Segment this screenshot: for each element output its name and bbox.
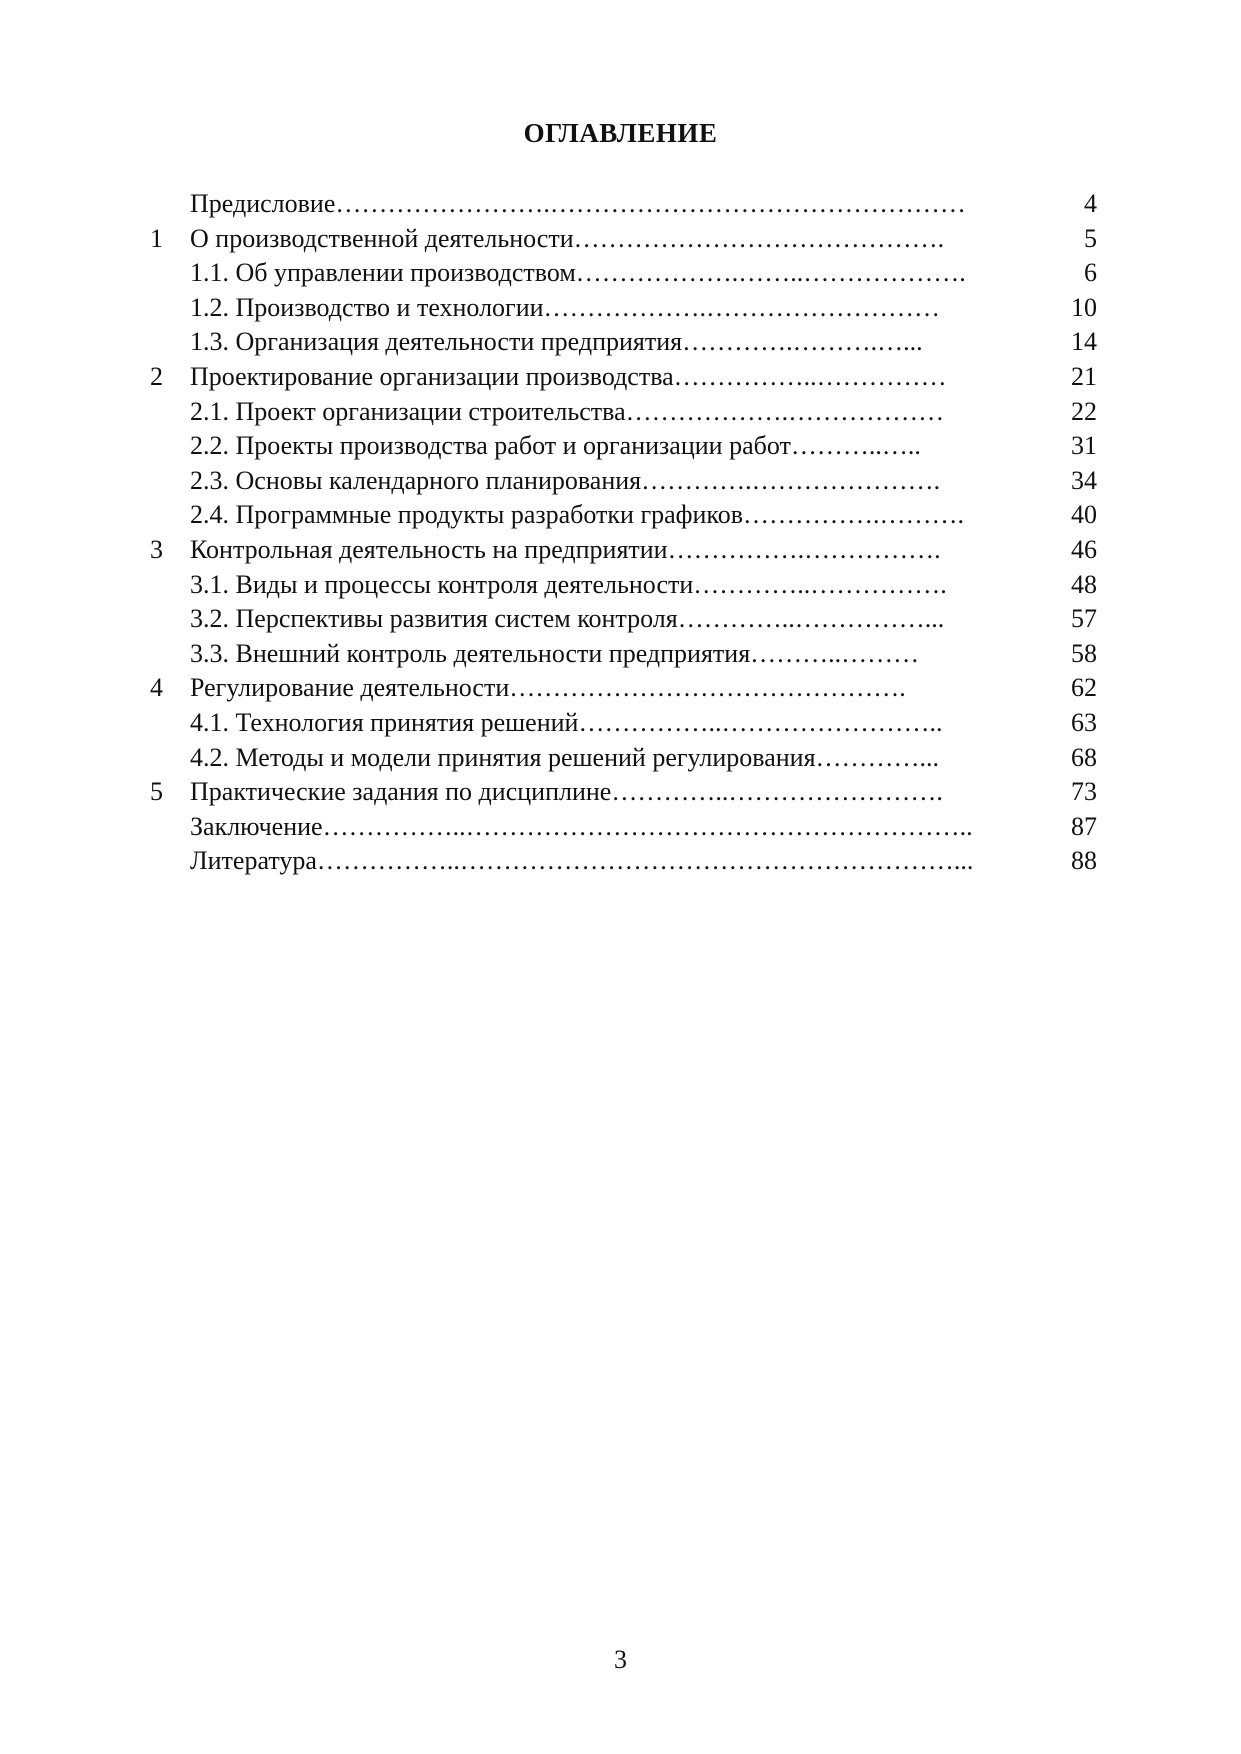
toc-entry[interactable] (0, 670, 1241, 705)
toc-entry-label: 1.1. Об управлении производством……………….……..………………. (190, 258, 966, 288)
toc-entry[interactable] (0, 463, 1241, 498)
toc-entry[interactable] (0, 532, 1241, 567)
toc-entry-page: 48 (1071, 569, 1097, 599)
toc-entry-number: 3 (150, 535, 163, 564)
toc-entry-label: Предисловие…………………….………………………………………… (190, 189, 966, 218)
toc-entry-label: Контрольная деятельность на предприятии…………….……………. (190, 535, 941, 564)
toc-entry[interactable] (0, 705, 1241, 740)
toc-entry-label: О производственной деятельности……………………………………. (190, 223, 945, 253)
toc-entry-page: 73 (1071, 777, 1097, 807)
toc-entry[interactable] (0, 290, 1241, 325)
toc-entry[interactable] (0, 809, 1241, 844)
toc-entry[interactable] (0, 394, 1241, 429)
toc-entry-page: 88 (1071, 846, 1097, 876)
toc-entry-page: 10 (1071, 292, 1097, 322)
toc-entry[interactable] (0, 255, 1241, 290)
toc-entry-page: 46 (1071, 535, 1097, 564)
toc-entry[interactable] (0, 324, 1241, 359)
toc-entry-label: 2.1. Проект организации строительства……………….……………… (190, 396, 945, 426)
toc-entry-label: 3.3. Внешний контроль деятельности предприятия………..……… (190, 638, 920, 668)
toc-entry-page: 5 (1084, 223, 1097, 253)
toc-entry-number: 1 (150, 223, 163, 253)
toc-entry[interactable] (0, 636, 1241, 671)
toc-entry-label: 2.4. Программные продукты разработки графиков…………….………. (190, 500, 965, 530)
toc-entry[interactable] (0, 843, 1241, 878)
toc-entry[interactable] (0, 740, 1241, 775)
toc-entry-label: Заключение……………..………………………………………………….. (190, 811, 973, 841)
toc-entry-page: 62 (1071, 673, 1097, 703)
toc-entry-page: 68 (1071, 742, 1097, 772)
toc-entry-page: 58 (1071, 638, 1097, 668)
page-number: 3 (614, 1645, 627, 1674)
toc-entry-page: 22 (1071, 396, 1097, 426)
toc-entry-page: 4 (1084, 189, 1097, 218)
toc-entry[interactable] (0, 567, 1241, 602)
toc-entry-label: 2.2. Проекты производства работ и организации работ………..….. (190, 431, 921, 461)
toc-entry-label: 4.2. Методы и модели принятия решений регулирования…………... (190, 742, 940, 772)
toc-entry-label: Регулирование деятельности………………………………………. (190, 673, 906, 703)
toc-entry-page: 31 (1071, 431, 1097, 461)
toc-entry[interactable] (0, 359, 1241, 394)
toc-entry-page: 34 (1071, 465, 1097, 495)
toc-entry-page: 6 (1084, 258, 1097, 288)
toc-entry-page: 87 (1071, 811, 1097, 841)
toc-entry[interactable] (0, 428, 1241, 463)
toc-entry-label: Проектирование организации производства……………..…………… (190, 362, 947, 391)
toc-entry-label: 1.2. Производство и технологии……………….……………………… (190, 292, 941, 322)
toc-entry-page: 21 (1071, 362, 1097, 391)
toc-entry-label: 3.2. Перспективы развития систем контроля…………..……………... (190, 604, 945, 634)
toc-entry-label: 2.3. Основы календарного планирования………….…………………. (190, 465, 941, 495)
toc-entry-page: 63 (1071, 708, 1097, 737)
toc-entry[interactable] (0, 221, 1241, 256)
toc-entry-number: 5 (150, 777, 163, 807)
toc-entry-number: 4 (150, 673, 163, 703)
toc-entry-label: 4.1. Технология принятия решений……………..…………………….. (190, 708, 943, 737)
toc-entry[interactable] (0, 601, 1241, 636)
toc-entry-page: 40 (1071, 500, 1097, 530)
page-title: ОГЛАВЛЕНИЕ (523, 118, 718, 148)
toc-entry[interactable] (0, 774, 1241, 809)
toc-entry-page: 57 (1071, 604, 1097, 634)
toc-entry[interactable] (0, 497, 1241, 532)
toc-entry-label: 3.1. Виды и процессы контроля деятельности…………..……………. (190, 569, 947, 599)
toc-entry-page: 14 (1071, 327, 1097, 357)
toc-entry-number: 2 (150, 362, 163, 391)
toc-entry-label: 1.3. Организация деятельности предприятия………….……….…... (190, 327, 923, 357)
toc-entry-label: Литература……………..…………………………………………………... (190, 846, 974, 876)
toc-entry[interactable] (0, 186, 1241, 221)
toc-entry-label: Практические задания по дисциплине…………..……………………. (190, 777, 943, 807)
